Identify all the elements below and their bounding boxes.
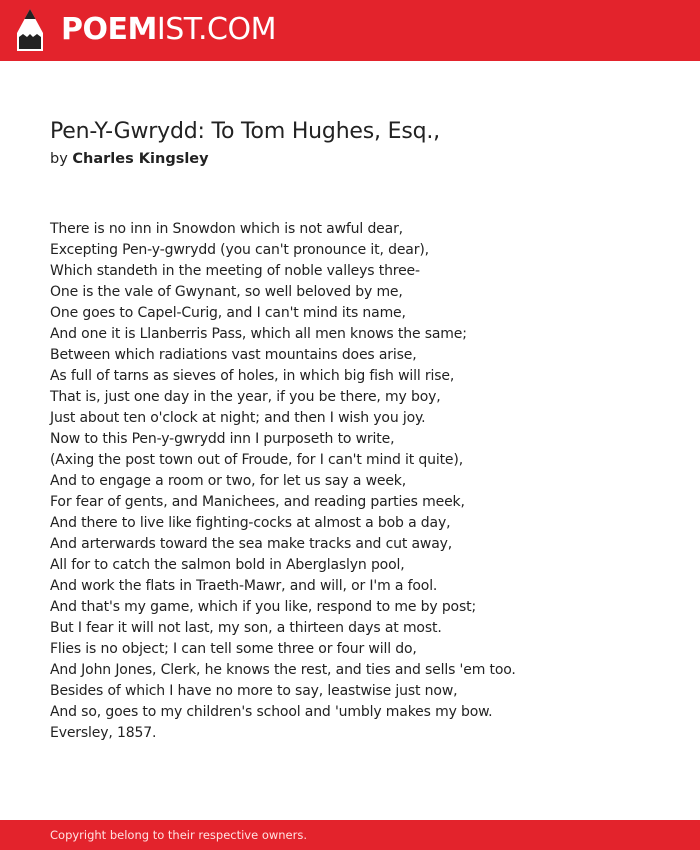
poem-line: And there to live like fighting-cocks at almost a bob a day, bbox=[50, 515, 451, 531]
poem-line: Between which radiations vast mountains does arise, bbox=[50, 347, 417, 363]
poem-line: All for to catch the salmon bold in Aberglaslyn pool, bbox=[50, 557, 405, 573]
poem-line: There is no inn in Snowdon which is not awful dear, bbox=[50, 221, 403, 237]
logo-text-light: IST.COM bbox=[156, 12, 276, 47]
poem-line: And John Jones, Clerk, he knows the rest, and ties and sells 'em too. bbox=[50, 662, 516, 678]
poem-line: For fear of gents, and Manichees, and reading parties meek, bbox=[50, 494, 465, 510]
byline-prefix: by bbox=[50, 151, 68, 167]
poem-line: Excepting Pen-y-gwrydd (you can't pronounce it, dear), bbox=[50, 242, 429, 258]
poem-line: Which standeth in the meeting of noble valleys three- bbox=[50, 263, 420, 279]
poem-line: Flies is no object; I can tell some three or four will do, bbox=[50, 641, 417, 657]
poem-line: And work the flats in Traeth-Mawr, and will, or I'm a fool. bbox=[50, 578, 438, 594]
poem-line: As full of tarns as sieves of holes, in which big fish will rise, bbox=[50, 368, 455, 384]
poem-line: And one it is Llanberris Pass, which all men knows the same; bbox=[50, 326, 467, 342]
poem-line: One goes to Capel-Curig, and I can't mind its name, bbox=[50, 305, 406, 321]
poem-date-line: Eversley, 1857. bbox=[50, 725, 157, 741]
poem-line: Now to this Pen-y-gwrydd inn I purposeth to write, bbox=[50, 431, 395, 447]
poem-body bbox=[50, 219, 670, 744]
pencil-icon bbox=[17, 9, 43, 51]
poem-line: Besides of which I have no more to say, leastwise just now, bbox=[50, 683, 458, 699]
poem-line: One is the vale of Gwynant, so well beloved by me, bbox=[50, 284, 403, 300]
poem-line: (Axing the post town out of Froude, for I can't mind it quite), bbox=[50, 452, 464, 468]
poem-title: Pen-Y-Gwrydd: To Tom Hughes, Esq., bbox=[50, 119, 440, 144]
site-footer bbox=[0, 820, 700, 850]
poem-line: And so, goes to my children's school and 'umbly makes my bow. bbox=[50, 704, 493, 720]
poem-line: And arterwards toward the sea make tracks and cut away, bbox=[50, 536, 453, 552]
site-header bbox=[0, 0, 700, 61]
logo-text-bold: POEM bbox=[61, 12, 157, 47]
poem-line: And that's my game, which if you like, respond to me by post; bbox=[50, 599, 477, 615]
poem-line: That is, just one day in the year, if you be there, my boy, bbox=[50, 389, 441, 405]
poem-line: Just about ten o'clock at night; and then I wish you joy. bbox=[50, 410, 426, 426]
author-name: Charles Kingsley bbox=[72, 151, 209, 167]
poem-line: But I fear it will not last, my son, a thirteen days at most. bbox=[50, 620, 442, 636]
poem-line: And to engage a room or two, for let us say a week, bbox=[50, 473, 407, 489]
byline bbox=[50, 149, 209, 169]
site-logo[interactable] bbox=[61, 12, 276, 48]
copyright-notice: Copyright belong to their respective owners. bbox=[50, 828, 308, 842]
